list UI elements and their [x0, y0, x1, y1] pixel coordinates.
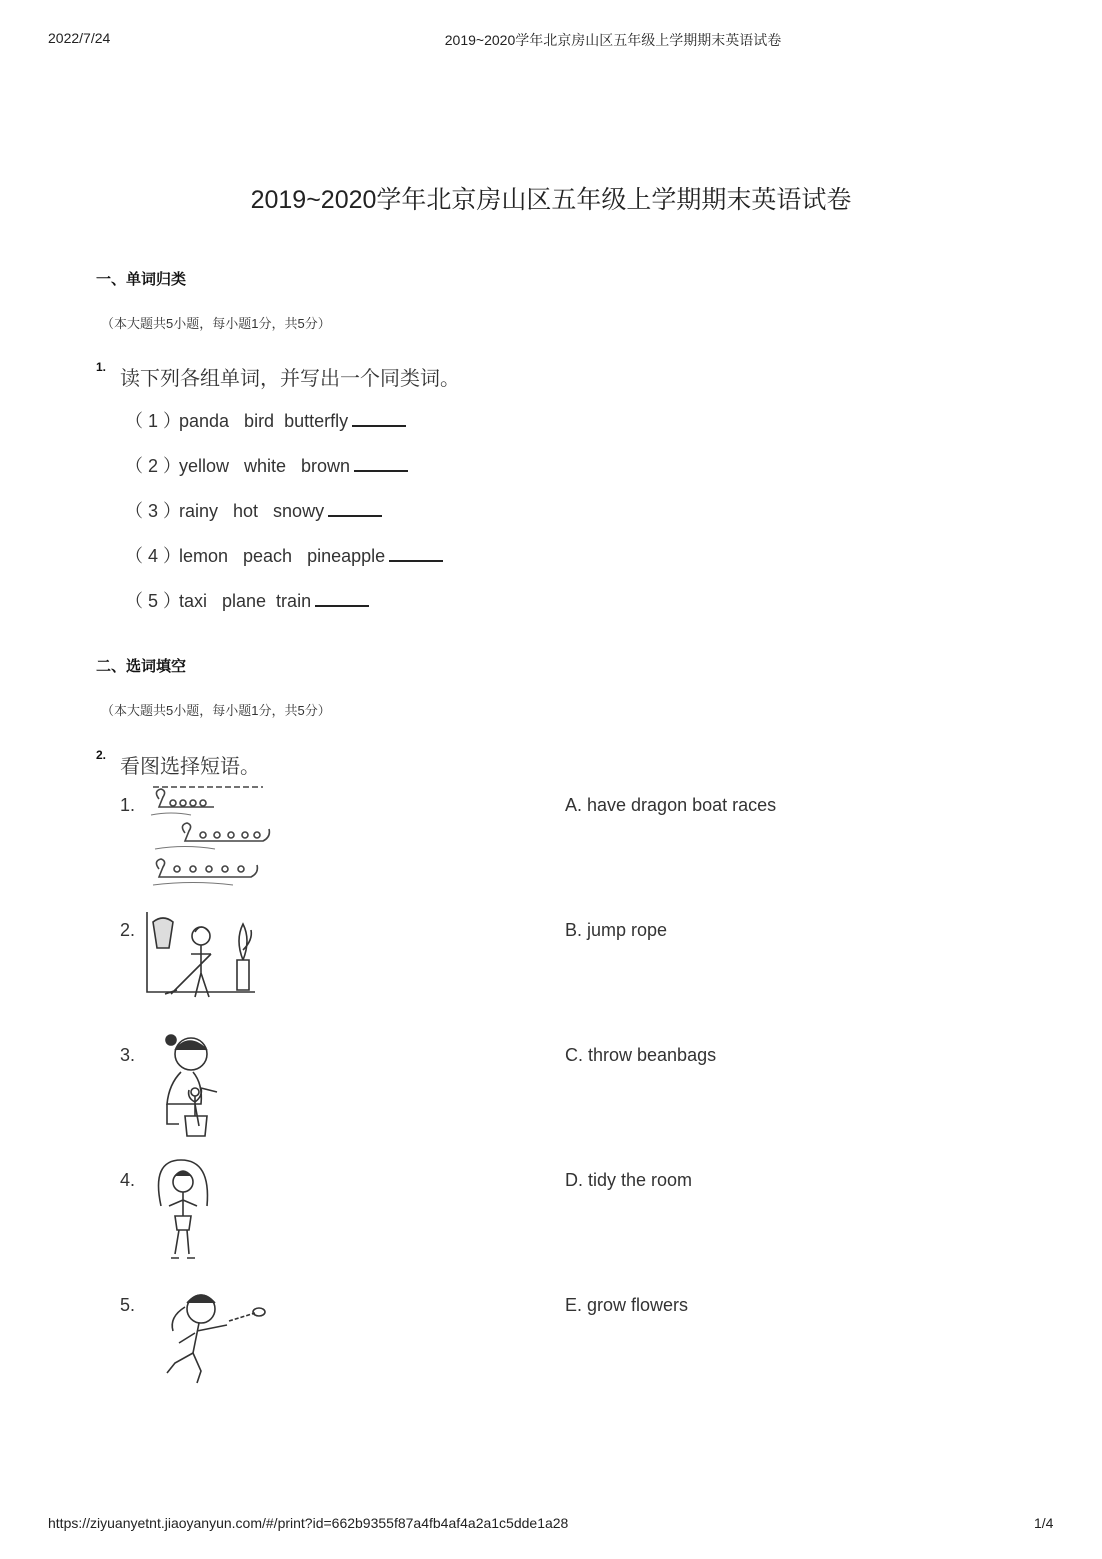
word-group-4: [125, 542, 443, 568]
option-e: E. grow flowers: [565, 1295, 689, 1315]
word-group-5: [125, 587, 369, 613]
word-group-index: （ 1 ）: [125, 411, 182, 431]
word-group-1: [125, 407, 406, 433]
answer-blank[interactable]: [354, 456, 408, 472]
girl-jumping-rope-icon: [145, 1158, 275, 1266]
word-group-words: panda bird butterfly: [179, 411, 349, 431]
question-2-number: 2.: [96, 748, 107, 762]
word-group-words: taxi plane train: [179, 591, 312, 611]
section-1-note: （本大题共5小题，每小题1分，共5分）: [101, 316, 331, 331]
question-1-number: 1.: [96, 360, 107, 374]
print-doc-title: 2019~2020学年北京房山区五年级上学期期末英语试卷: [444, 32, 782, 48]
section-1-heading: 一、单词归类: [96, 271, 187, 288]
page-title: 2019~2020学年北京房山区五年级上学期期末英语试卷: [250, 186, 852, 214]
word-group-index: （ 2 ）: [125, 456, 182, 476]
word-group-2: [125, 452, 408, 478]
section-2-heading: 二、选词填空: [96, 658, 187, 675]
word-group-words: lemon peach pineapple: [179, 546, 386, 566]
picture-number-1: 1.: [120, 795, 136, 815]
option-d: D. tidy the room: [565, 1170, 693, 1190]
answer-blank[interactable]: [328, 501, 382, 517]
word-group-3: [125, 497, 382, 523]
picture-number-5: 5.: [120, 1295, 136, 1315]
girl-sweeping-icon: [145, 910, 275, 1018]
word-group-index: （ 3 ）: [125, 501, 182, 521]
page-url[interactable]: https://ziyuanyetnt.jiaoyanyun.com/#/print?id=662b9355f87a4fb4af4a2a1c5dde1a28: [48, 1515, 569, 1531]
picture-number-4: 4.: [120, 1170, 136, 1190]
page-number: 1/4: [1034, 1515, 1054, 1531]
answer-blank[interactable]: [315, 591, 369, 607]
picture-number-3: 3.: [120, 1045, 136, 1065]
section-2-note: （本大题共5小题，每小题1分，共5分）: [101, 703, 331, 718]
dragon-boat-icon: [145, 785, 275, 893]
option-a: A. have dragon boat races: [565, 795, 777, 815]
option-c: C. throw beanbags: [565, 1045, 717, 1065]
word-group-words: rainy hot snowy: [179, 501, 325, 521]
question-2-text: 看图选择短语。: [120, 756, 260, 778]
question-1-text: 读下列各组单词，并写出一个同类词。: [120, 368, 460, 390]
word-group-index: （ 4 ）: [125, 546, 182, 566]
word-group-index: （ 5 ）: [125, 591, 182, 611]
word-group-words: yellow white brown: [179, 456, 351, 476]
answer-blank[interactable]: [389, 546, 443, 562]
girl-throwing-icon: [145, 1285, 275, 1393]
answer-blank[interactable]: [352, 411, 406, 427]
print-date: 2022/7/24: [48, 30, 111, 46]
girl-planting-icon: [145, 1032, 275, 1140]
option-b: B. jump rope: [565, 920, 668, 940]
picture-number-2: 2.: [120, 920, 136, 940]
